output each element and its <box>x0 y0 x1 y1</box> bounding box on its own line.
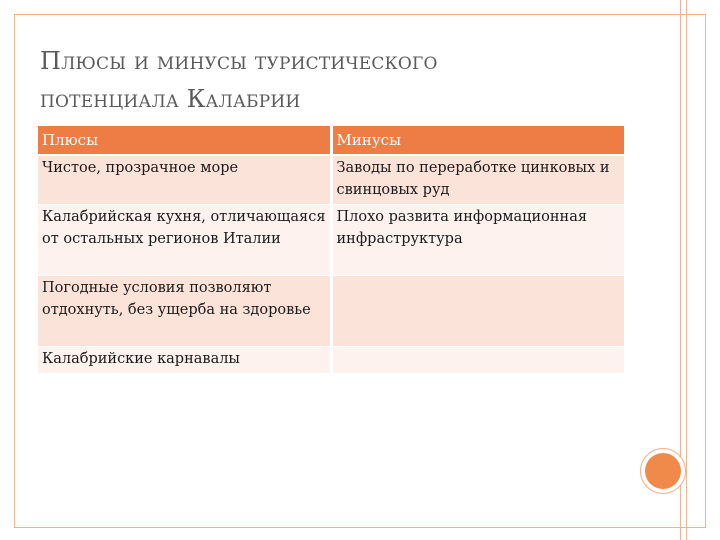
pros-cell: Погодные условия позволяют отдохнуть, без ущерба на здоровье <box>38 276 331 347</box>
pros-cons-table <box>38 126 624 374</box>
decorative-circle <box>640 448 686 494</box>
table-row <box>38 155 624 205</box>
header-cons: Минусы <box>331 126 624 155</box>
cons-cell: Заводы по переработке цинковых и свинцовых руд <box>331 155 624 205</box>
slide-title <box>40 42 660 118</box>
table-row <box>38 276 624 347</box>
header-pros: Плюсы <box>38 126 331 155</box>
table-row <box>38 205 624 276</box>
table-row <box>38 347 624 374</box>
cons-cell <box>331 347 624 374</box>
slide-title-line-1: Плюсы и минусы туристического <box>40 47 438 75</box>
pros-cell: Чистое, прозрачное море <box>38 155 331 205</box>
decorative-line <box>686 0 687 540</box>
cons-cell: Плохо развита информационная инфраструктура <box>331 205 624 276</box>
table-header-row <box>38 126 624 155</box>
slide-title-line-2: потенциала Калабрии <box>40 85 301 113</box>
pros-cell: Калабрийская кухня, отличающаяся от остальных регионов Италии <box>38 205 331 276</box>
pros-cell: Калабрийские карнавалы <box>38 347 331 374</box>
cons-cell <box>331 276 624 347</box>
